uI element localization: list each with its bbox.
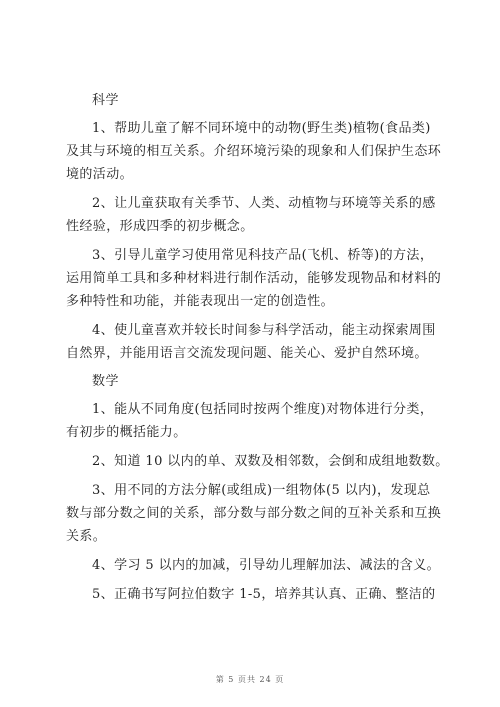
text-line: 1、帮助儿童了解不同环境中的动物(野生类)植物(食品类) (92, 121, 431, 136)
math-item-2 (92, 450, 448, 473)
text-line: 数与部分数之间的关系，部分数与部分数之间的互补关系和互换 (66, 506, 442, 521)
text-line: 5、正确书写阿拉伯数字 1-5，培养其认真、正确、整洁的 (92, 587, 436, 602)
text-line: 有初步的概括能力。 (66, 425, 187, 440)
text-line: 及其与环境的相互关系。介绍环境污染的现象和人们保护生态环 (66, 144, 442, 159)
text-line: 2、让儿童获取有关季节、人类、动植物与环境等关系的感 (92, 196, 436, 211)
text-line: 运用简单工具和多种材料进行制作活动，能够发现物品和材料的 (66, 271, 442, 286)
text-line: 境的活动。 (66, 167, 134, 182)
text-line: 自然界，并能用语言交流发现问题、能关心、爱护自然环境。 (66, 346, 428, 361)
text-line: 3、引导儿童学习使用常见科技产品(飞机、桥等)的方法， (92, 248, 434, 263)
text-line: 关系。 (66, 529, 107, 544)
text-line: 4、使儿童喜欢并较长时间参与科学活动，能主动探索周围 (92, 323, 436, 338)
math-item-1 (66, 398, 448, 444)
text-line: 1、能从不同角度(包括同时按两个维度)对物体进行分类， (92, 402, 434, 417)
section-heading-science: 科学 (92, 93, 120, 108)
text-line: 多种特性和功能，并能表现出一定的创造性。 (66, 294, 335, 309)
text-line: 性经验，形成四季的初步概念。 (66, 219, 254, 234)
section-heading-math: 数学 (92, 374, 120, 389)
math-item-3 (66, 479, 448, 548)
page-number-footer: 第 5 页共 24 页 (215, 675, 285, 684)
text-line: 2、知道 10 以内的单、双数及相邻数，会倒和成组地数数。 (92, 454, 449, 469)
math-item-5 (92, 583, 448, 606)
text-line: 3、用不同的方法分解(或组成)一组物体(5 以内)，发现总 (92, 483, 431, 498)
science-item-2 (66, 192, 448, 238)
math-item-4 (92, 554, 448, 577)
science-item-1 (66, 117, 448, 186)
text-line: 4、学习 5 以内的加减，引导幼儿理解加法、减法的含义。 (92, 558, 441, 573)
document-body (66, 90, 449, 612)
science-item-4 (66, 319, 448, 365)
science-item-3 (66, 244, 448, 313)
